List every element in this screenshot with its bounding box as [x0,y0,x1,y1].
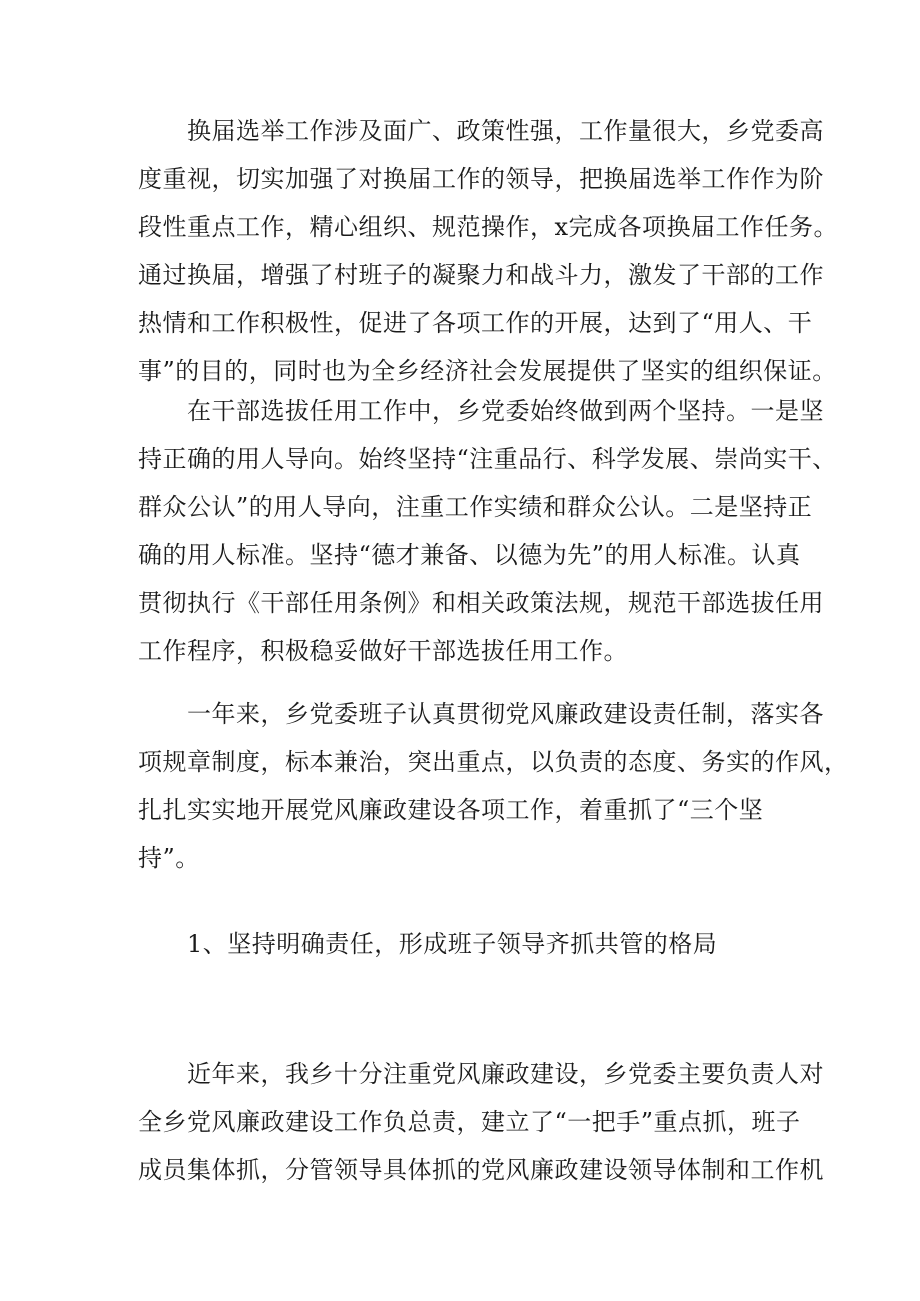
paragraph-responsibility [138,1050,824,1194]
text-line: 工作程序，积极稳妥做好干部选拔任用工作。 [138,637,628,665]
text-line: 事”的目的，同时也为全乡经济社会发展提供了坚实的组织保证。 [138,357,837,385]
text-line: 热情和工作积极性，促进了各项工作的开展，达到了“用人、干 [138,309,813,337]
text-line: 全乡党风廉政建设工作负总责，建立了“一把手”重点抓，班子 [138,1108,801,1136]
text-line: 度重视，切实加强了对换届工作的领导，把换届选举工作作为阶 [138,165,824,193]
text-line: 换届选举工作涉及面广、政策性强，工作量很大，乡党委高 [138,117,824,145]
text-line: 一年来，乡党委班子认真贯彻党风廉政建设责任制，落实各 [138,700,824,728]
text-line: 持”。 [138,844,200,872]
text-line: 1、坚持明确责任，形成班子领导齐抓共管的格局 [138,930,718,958]
text-line: 成员集体抓，分管领导具体抓的党风廉政建设领导体制和工作机 [138,1156,824,1184]
text-line: 贯彻执行《干部任用条例》和相关政策法规，规范干部选拔任用 [138,589,824,617]
text-line: 在干部选拔任用工作中，乡党委始终做到两个坚持。一是坚 [138,397,824,425]
paragraph-cadre-selection [138,387,837,675]
text-line: 项规章制度，标本兼治，突出重点，以负责的态度、务实的作风， [138,748,849,776]
section-heading [138,920,798,968]
text-line: 段性重点工作，精心组织、规范操作，x完成各项换届工作任务。 [138,213,839,241]
text-line: 扎扎实实地开展党风廉政建设各项工作，着重抓了“三个坚 [138,796,764,824]
text-line: 持正确的用人导向。始终坚持“注重品行、科学发展、崇尚实干、 [138,445,837,473]
paragraph-election [138,107,839,395]
text-line: 近年来，我乡十分注重党风廉政建设，乡党委主要负责人对 [138,1060,824,1088]
paragraph-integrity [138,690,849,882]
text-line: 确的用人标准。坚持“德才兼备、以德为先”的用人标准。认真 [138,541,801,569]
text-line: 通过换届，增强了村班子的凝聚力和战斗力，激发了干部的工作 [138,261,824,289]
text-line: 群众公认”的用人导向，注重工作实绩和群众公认。二是坚持正 [138,493,813,521]
